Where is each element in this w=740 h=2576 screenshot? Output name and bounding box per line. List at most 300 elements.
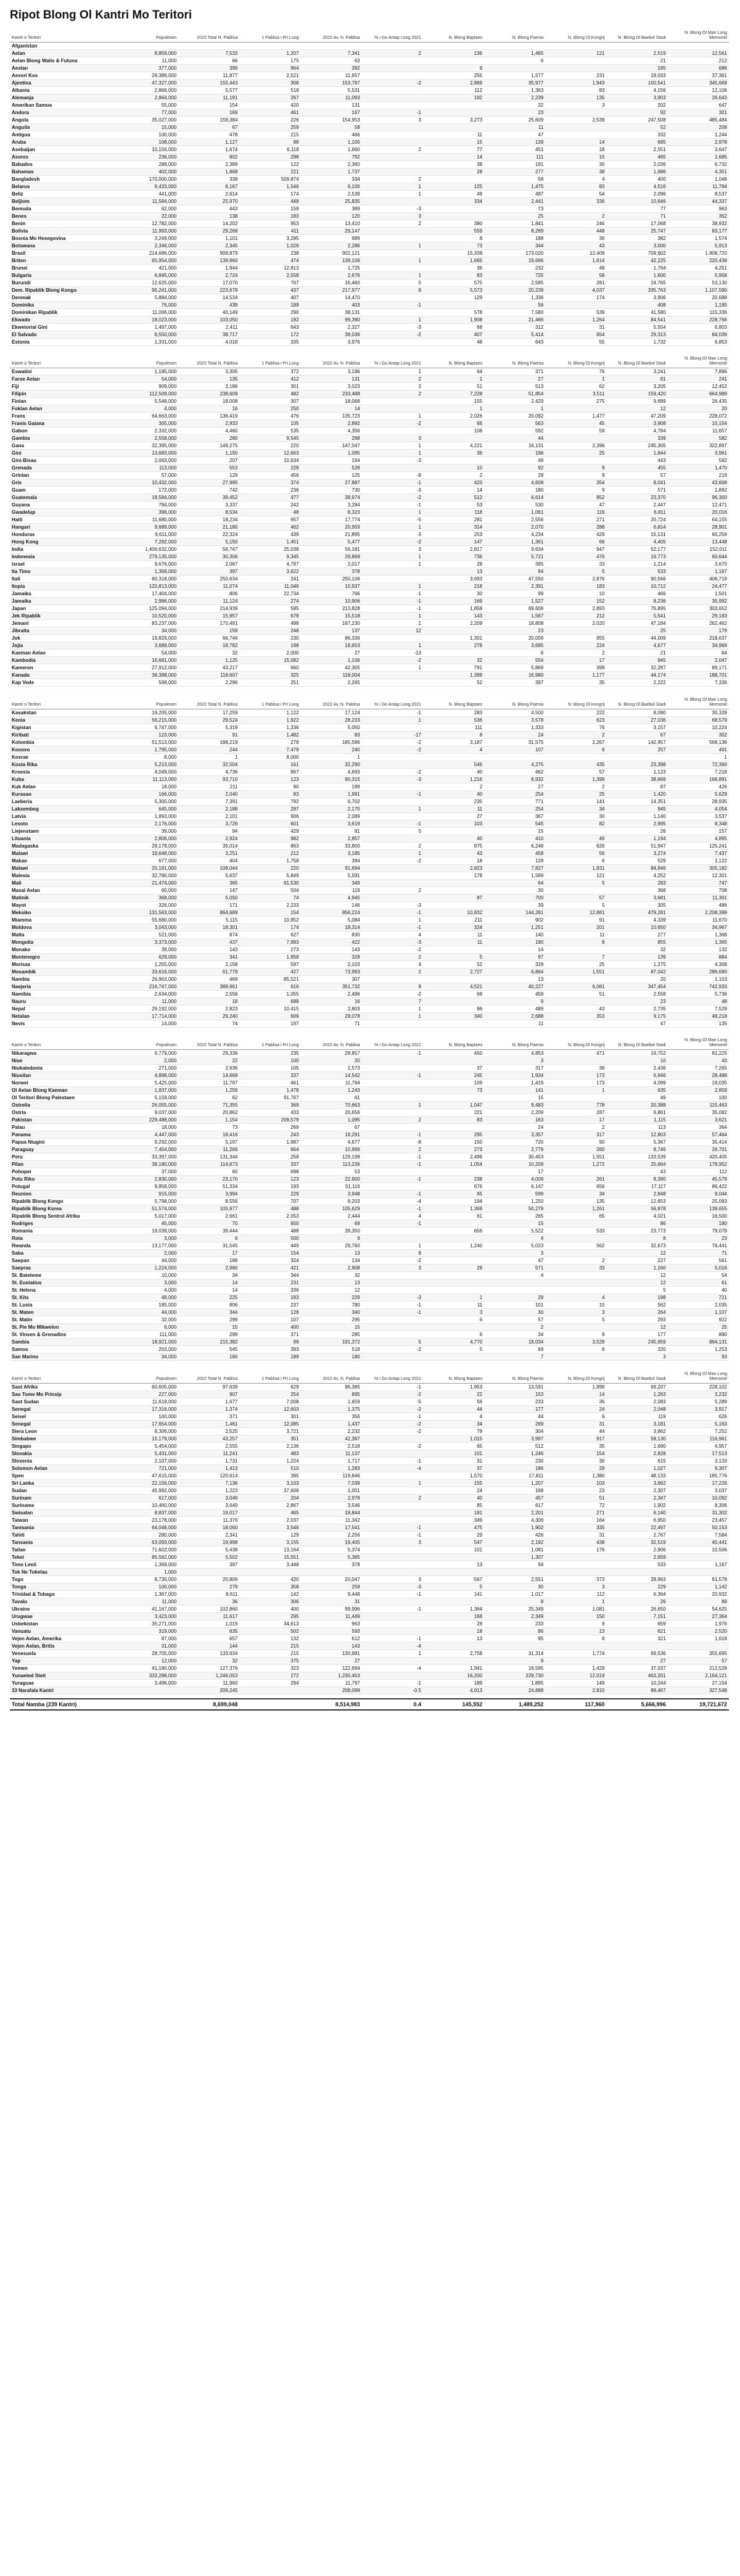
table-row bbox=[10, 894, 729, 901]
table-cell: 4,608 bbox=[484, 479, 545, 487]
table-cell: -3 bbox=[362, 323, 423, 331]
table-cell: 327,548 bbox=[668, 1686, 729, 1694]
table-cell: 18,584,000 bbox=[117, 494, 178, 502]
table-row bbox=[10, 464, 729, 472]
table-cell: 211 bbox=[178, 783, 239, 790]
country-name: Taiwan bbox=[10, 1516, 117, 1524]
table-cell: 12,803 bbox=[607, 1131, 668, 1139]
table-cell: 1,167 bbox=[668, 1561, 729, 1568]
country-name: Kasakstan bbox=[10, 709, 117, 716]
table-cell: 18 bbox=[545, 146, 606, 153]
table-cell: 79 bbox=[423, 1427, 484, 1435]
table-cell: 5,477 bbox=[301, 539, 362, 546]
table-cell bbox=[545, 457, 606, 464]
table-row bbox=[10, 1080, 729, 1087]
table-cell: 149 bbox=[545, 1679, 606, 1686]
country-name: Finlan bbox=[10, 398, 117, 405]
table-cell: 3 bbox=[362, 1265, 423, 1272]
country-name: Mayot bbox=[10, 901, 117, 909]
country-name: Bemuda bbox=[10, 205, 117, 212]
table-cell: 483 bbox=[239, 1450, 300, 1457]
table-cell: 47 bbox=[484, 131, 545, 138]
country-name: Venesuela bbox=[10, 1649, 117, 1657]
table-row bbox=[10, 724, 729, 731]
table-cell bbox=[423, 753, 484, 761]
table-cell: 189 bbox=[239, 1353, 300, 1361]
table-cell: 22 bbox=[423, 1390, 484, 1398]
table-cell: 245,959 bbox=[607, 1339, 668, 1346]
table-cell: 153,787 bbox=[301, 79, 362, 86]
table-cell: 25,093 bbox=[668, 1198, 729, 1205]
table-row bbox=[10, 442, 729, 450]
table-cell: 25,970 bbox=[178, 197, 239, 205]
table-row bbox=[10, 657, 729, 664]
table-cell bbox=[545, 1250, 606, 1257]
country-name: Pilan bbox=[10, 1161, 117, 1168]
table-row bbox=[10, 598, 729, 605]
table-cell bbox=[545, 1353, 606, 1361]
table-cell bbox=[545, 1324, 606, 1331]
table-cell: 61 bbox=[301, 1094, 362, 1102]
country-name: Niukaledonia bbox=[10, 1065, 117, 1072]
country-name: Gambia bbox=[10, 435, 117, 442]
table-cell: 3,647 bbox=[668, 146, 729, 153]
table-cell: 6,702 bbox=[301, 798, 362, 805]
table-cell: 177 bbox=[607, 1331, 668, 1339]
table-cell: 135 bbox=[545, 94, 606, 101]
table-cell: 229 bbox=[239, 1191, 300, 1198]
table-cell: 30 bbox=[484, 1309, 545, 1316]
table-cell: 378 bbox=[301, 568, 362, 576]
table-cell: 335 bbox=[545, 1524, 606, 1531]
report-section bbox=[10, 23, 730, 346]
table-cell: 8,323 bbox=[301, 509, 362, 516]
table-cell: 353 bbox=[545, 1012, 606, 1020]
table-cell: 1 bbox=[545, 1087, 606, 1094]
country-name: Samoa bbox=[10, 1346, 117, 1353]
table-cell: 150 bbox=[545, 1612, 606, 1620]
table-cell: 28 bbox=[423, 168, 484, 175]
table-cell: 30 bbox=[484, 886, 545, 894]
table-cell: 510 bbox=[239, 1464, 300, 1472]
table-cell: 19,035 bbox=[668, 1080, 729, 1087]
table-cell: 20,092 bbox=[484, 413, 545, 420]
table-cell bbox=[362, 72, 423, 79]
table-cell: 1,253 bbox=[668, 1346, 729, 1353]
table-cell bbox=[362, 1057, 423, 1065]
table-cell: -1 bbox=[362, 301, 423, 308]
table-cell: 44,337 bbox=[668, 197, 729, 205]
table-cell: 19,696 bbox=[484, 257, 545, 264]
table-cell: 368 bbox=[607, 886, 668, 894]
table-cell: 22,734 bbox=[239, 590, 300, 598]
table-cell: 1,223 bbox=[178, 1487, 239, 1494]
table-cell: 11,093 bbox=[301, 94, 362, 101]
table-cell: 51,116 bbox=[301, 1183, 362, 1191]
table-row bbox=[10, 1176, 729, 1183]
country-name: Tanisania bbox=[10, 1524, 117, 1531]
table-cell: 1,048 bbox=[668, 175, 729, 183]
table-cell: 143 bbox=[301, 946, 362, 953]
table-cell: 26,435 bbox=[668, 398, 729, 405]
table-cell bbox=[423, 1220, 484, 1228]
table-cell: 3 bbox=[545, 101, 606, 109]
table-cell bbox=[362, 724, 423, 731]
table-cell: 2,823 bbox=[178, 1005, 239, 1012]
table-cell: 1,264 bbox=[545, 316, 606, 323]
table-cell bbox=[362, 42, 423, 49]
table-cell: 767 bbox=[239, 279, 300, 286]
column-header: N. Blong Ol Kongrij bbox=[545, 23, 606, 42]
table-cell: 45 bbox=[545, 420, 606, 427]
table-cell: 856,224 bbox=[301, 909, 362, 916]
country-name: Hong Kong bbox=[10, 539, 117, 546]
table-cell: 721 bbox=[668, 1294, 729, 1302]
table-cell: 4,000 bbox=[117, 1287, 178, 1294]
table-cell: 562 bbox=[545, 1242, 606, 1250]
table-cell: 238 bbox=[239, 249, 300, 257]
table-cell bbox=[362, 138, 423, 146]
table-cell: 29,313 bbox=[607, 331, 668, 338]
table-cell: 125,241 bbox=[668, 842, 729, 849]
table-cell: 7,827 bbox=[484, 864, 545, 872]
table-cell: 81,225 bbox=[668, 1050, 729, 1057]
total-cell: 0.4 bbox=[362, 1699, 423, 1710]
table-row bbox=[10, 1524, 729, 1531]
table-cell: 400 bbox=[239, 1324, 300, 1331]
table-cell: 14,470 bbox=[301, 294, 362, 301]
column-header: N. Blong Baptaes bbox=[423, 690, 484, 709]
table-cell: 1 bbox=[423, 376, 484, 383]
table-row bbox=[10, 1235, 729, 1242]
table-cell: 4,275 bbox=[484, 761, 545, 768]
column-header: 2022 Total N. Pablisa bbox=[178, 350, 239, 368]
table-row bbox=[10, 338, 729, 345]
country-name: Beljiom bbox=[10, 197, 117, 205]
table-row bbox=[10, 1353, 729, 1361]
table-cell: 16 bbox=[301, 997, 362, 1005]
table-cell: 2,170 bbox=[301, 805, 362, 812]
country-name: Guam bbox=[10, 487, 117, 494]
country-name: 33 Narafala Kantri bbox=[10, 1686, 117, 1694]
country-name: Fiji bbox=[10, 383, 117, 390]
table-cell: 20,806 bbox=[178, 1575, 239, 1583]
table-cell: 8 bbox=[545, 1331, 606, 1339]
table-cell: 32,780,000 bbox=[117, 872, 178, 879]
table-cell: 33,800 bbox=[301, 842, 362, 849]
table-cell: 676 bbox=[423, 1183, 484, 1191]
table-cell: 489 bbox=[484, 1005, 545, 1012]
table-cell: 90 bbox=[545, 1139, 606, 1146]
table-cell: 3,285 bbox=[239, 234, 300, 242]
table-cell bbox=[545, 1235, 606, 1242]
table-cell: 457 bbox=[484, 1494, 545, 1501]
table-cell: 2,556 bbox=[484, 516, 545, 524]
table-cell: 85,521 bbox=[239, 975, 300, 983]
table-cell: 48 bbox=[545, 264, 606, 271]
table-cell: 29,147 bbox=[301, 227, 362, 234]
country-name: Kuba bbox=[10, 775, 117, 783]
table-row bbox=[10, 879, 729, 886]
table-cell bbox=[362, 864, 423, 872]
table-cell: 17 bbox=[545, 1117, 606, 1124]
table-cell: 278 bbox=[239, 738, 300, 746]
table-row bbox=[10, 1020, 729, 1027]
table-cell: -1 bbox=[362, 1413, 423, 1420]
table-cell: 8,000 bbox=[239, 753, 300, 761]
table-cell: 16,500 bbox=[668, 1213, 729, 1220]
table-cell: 486 bbox=[668, 901, 729, 909]
table-cell: 2,558,000 bbox=[117, 435, 178, 442]
table-cell: 149,275 bbox=[178, 442, 239, 450]
table-cell: 36 bbox=[545, 234, 606, 242]
table-cell: -2 bbox=[362, 1390, 423, 1398]
table-cell: 131,563,000 bbox=[117, 909, 178, 916]
country-name: Jojia bbox=[10, 642, 117, 650]
table-cell: 65 bbox=[423, 1442, 484, 1450]
table-cell: 2,688 bbox=[484, 1012, 545, 1020]
table-cell: 1,420 bbox=[607, 790, 668, 798]
table-cell: 2,676 bbox=[301, 271, 362, 279]
table-cell: 7,252 bbox=[668, 1427, 729, 1435]
table-cell: 742,933 bbox=[668, 983, 729, 990]
table-cell: -3 bbox=[362, 205, 423, 212]
table-cell: 1,081 bbox=[545, 1605, 606, 1612]
table-cell: 278 bbox=[423, 642, 484, 650]
table-cell: 15,551 bbox=[239, 1553, 300, 1561]
table-cell: 1,107,590 bbox=[668, 286, 729, 294]
table-cell: 1 bbox=[423, 405, 484, 413]
table-row bbox=[10, 1242, 729, 1250]
table-cell: 2,661 bbox=[178, 1213, 239, 1220]
table-cell: -5 bbox=[362, 516, 423, 524]
table-cell: 56 bbox=[484, 301, 545, 308]
table-row bbox=[10, 590, 729, 598]
country-name: Montenegro bbox=[10, 953, 117, 960]
table-cell: 13 bbox=[423, 1561, 484, 1568]
table-cell: 3,689,000 bbox=[117, 642, 178, 650]
table-cell: 38,717 bbox=[178, 331, 239, 338]
table-cell: 61 bbox=[668, 1279, 729, 1287]
table-cell: 243 bbox=[239, 1131, 300, 1139]
table-cell: 180 bbox=[484, 487, 545, 494]
table-cell: 220 bbox=[239, 864, 300, 872]
table-cell: 138 bbox=[178, 212, 239, 220]
table-cell: 238,609 bbox=[178, 390, 239, 398]
table-cell: 3 bbox=[362, 435, 423, 442]
table-cell: 1,123 bbox=[607, 768, 668, 775]
table-row bbox=[10, 539, 729, 546]
table-cell: 1 bbox=[301, 753, 362, 761]
column-header: N. Blong Paenia bbox=[484, 1364, 545, 1383]
table-cell: 1,902 bbox=[607, 1501, 668, 1509]
table-cell: 7,479 bbox=[239, 746, 300, 753]
table-cell: 142,957 bbox=[607, 738, 668, 746]
table-cell: 374 bbox=[239, 479, 300, 487]
table-cell: 2,558 bbox=[607, 990, 668, 997]
table-cell: 643 bbox=[239, 323, 300, 331]
table-cell: 500 bbox=[239, 1235, 300, 1242]
table-cell: 274 bbox=[239, 598, 300, 605]
table-cell bbox=[362, 160, 423, 168]
table-cell: 545 bbox=[178, 1346, 239, 1353]
table-cell: 39,452 bbox=[178, 494, 239, 502]
table-cell: 355,695 bbox=[668, 1649, 729, 1657]
table-cell: 902 bbox=[484, 916, 545, 923]
table-cell: 283 bbox=[607, 879, 668, 886]
table-cell: 915,000 bbox=[117, 1191, 178, 1198]
table-cell: 945 bbox=[607, 805, 668, 812]
table-cell: 427 bbox=[239, 968, 300, 975]
table-cell: 5,017,000 bbox=[117, 1213, 178, 1220]
country-name: Malawi bbox=[10, 864, 117, 872]
table-cell: -4 bbox=[362, 1198, 423, 1205]
table-cell: 25,038 bbox=[239, 546, 300, 553]
table-cell: 100,000 bbox=[117, 1413, 178, 1420]
table-cell: 365 bbox=[178, 879, 239, 886]
table-cell: 19,829,000 bbox=[117, 635, 178, 642]
table-cell: 235 bbox=[239, 1050, 300, 1057]
table-cell: 10,906 bbox=[301, 598, 362, 605]
table-cell: 1,868 bbox=[178, 168, 239, 175]
table-cell: 2,499 bbox=[423, 1154, 484, 1161]
table-cell: 100 bbox=[239, 1057, 300, 1065]
country-name: Albania bbox=[10, 86, 117, 94]
country-name: Bulgaria bbox=[10, 271, 117, 279]
table-cell: 2,857 bbox=[301, 835, 362, 842]
country-name: Japan bbox=[10, 605, 117, 613]
table-cell: 2,830,000 bbox=[117, 1176, 178, 1183]
table-cell: 593 bbox=[301, 1627, 362, 1635]
table-row bbox=[10, 1405, 729, 1413]
table-cell: 1 bbox=[362, 450, 423, 457]
table-cell bbox=[423, 109, 484, 116]
table-cell: 189 bbox=[423, 1679, 484, 1686]
table-cell: 2,083 bbox=[607, 1398, 668, 1405]
table-cell bbox=[362, 86, 423, 94]
table-cell: 443 bbox=[607, 457, 668, 464]
table-cell: 462 bbox=[239, 524, 300, 531]
table-row bbox=[10, 968, 729, 975]
table-cell: 895 bbox=[301, 1390, 362, 1398]
table-cell: 304 bbox=[484, 1427, 545, 1435]
table-cell: 23,178,000 bbox=[117, 1516, 178, 1524]
table-cell: 17 bbox=[484, 1168, 545, 1176]
table-cell: 1,551 bbox=[545, 968, 606, 975]
table-cell: 248 bbox=[239, 627, 300, 635]
table-cell: 6,732 bbox=[668, 160, 729, 168]
table-cell: 7,533 bbox=[178, 49, 239, 57]
table-cell: 168 bbox=[484, 1487, 545, 1494]
table-cell: 4 bbox=[484, 1272, 545, 1279]
country-name: Makao bbox=[10, 857, 117, 864]
table-cell: 9,611 bbox=[178, 1590, 239, 1598]
table-cell: 13 bbox=[423, 568, 484, 576]
table-cell: 345,669 bbox=[668, 79, 729, 86]
table-cell: -1 bbox=[362, 598, 423, 605]
table-cell: 192 bbox=[423, 94, 484, 101]
table-cell: 73 bbox=[423, 242, 484, 249]
table-cell: 2,758 bbox=[423, 1649, 484, 1657]
table-cell: 52 bbox=[607, 123, 668, 131]
country-name: Lituania bbox=[10, 835, 117, 842]
table-cell: 146 bbox=[301, 901, 362, 909]
table-cell: 193 bbox=[239, 1183, 300, 1191]
table-cell: 34 bbox=[484, 1331, 545, 1339]
table-cell: 7,265 bbox=[668, 1065, 729, 1072]
table-cell: 2,539 bbox=[301, 190, 362, 197]
table-cell: 8,932 bbox=[484, 775, 545, 783]
table-cell: 295 bbox=[239, 1612, 300, 1620]
table-cell: 115,463 bbox=[668, 1102, 729, 1109]
country-name: Kameron bbox=[10, 664, 117, 672]
table-cell: 230 bbox=[239, 635, 300, 642]
table-cell: 9,175 bbox=[607, 1012, 668, 1020]
table-cell: 21 bbox=[607, 650, 668, 657]
table-cell: 155,443 bbox=[178, 79, 239, 86]
country-table bbox=[10, 1031, 729, 1361]
table-cell: 24,477 bbox=[668, 583, 729, 590]
table-cell: 271 bbox=[545, 1509, 606, 1516]
table-cell: 1,413 bbox=[178, 1464, 239, 1472]
table-cell: 1,953 bbox=[423, 1383, 484, 1390]
table-row bbox=[10, 1672, 729, 1679]
table-cell bbox=[362, 1272, 423, 1279]
table-cell bbox=[362, 568, 423, 576]
table-cell: 461 bbox=[239, 1080, 300, 1087]
table-cell: 344 bbox=[239, 1272, 300, 1279]
table-cell: 25 bbox=[668, 1324, 729, 1331]
table-cell: 2,767 bbox=[607, 1531, 668, 1538]
table-cell: 13,177,000 bbox=[117, 1242, 178, 1250]
table-cell: 8,000 bbox=[117, 753, 178, 761]
table-row bbox=[10, 620, 729, 627]
table-cell: 20 bbox=[301, 1057, 362, 1065]
table-cell: 129,198 bbox=[301, 1154, 362, 1161]
table-cell: 10,634 bbox=[239, 457, 300, 464]
table-cell: 1,764 bbox=[607, 264, 668, 271]
table-cell: 3,373,000 bbox=[117, 938, 178, 946]
table-cell: 29,183 bbox=[668, 613, 729, 620]
country-name: Jok bbox=[10, 635, 117, 642]
table-cell: 1 bbox=[545, 1598, 606, 1605]
table-cell: -1 bbox=[362, 1531, 423, 1538]
table-cell: 6,845,000 bbox=[117, 271, 178, 279]
country-name: Botswana bbox=[10, 242, 117, 249]
table-cell: 1,214 bbox=[607, 561, 668, 568]
table-cell: 45,992,000 bbox=[117, 1487, 178, 1494]
country-name: Netalan bbox=[10, 1012, 117, 1020]
table-cell: 5,431,000 bbox=[117, 1450, 178, 1457]
table-cell: 6 bbox=[484, 650, 545, 657]
table-cell: 61,530 bbox=[239, 879, 300, 886]
table-cell: 12 bbox=[607, 405, 668, 413]
table-cell: 39,350 bbox=[301, 1228, 362, 1235]
table-cell: -3 bbox=[362, 901, 423, 909]
table-cell: 7,437 bbox=[668, 849, 729, 857]
table-cell: 94 bbox=[178, 827, 239, 835]
table-cell: 8,306 bbox=[668, 1501, 729, 1509]
table-cell: 10,156,000 bbox=[117, 146, 178, 153]
table-cell: 451 bbox=[484, 146, 545, 153]
table-cell: 12 bbox=[607, 1324, 668, 1331]
table-cell: 3,000 bbox=[117, 1279, 178, 1287]
table-cell: 466 bbox=[301, 131, 362, 138]
table-cell: 76 bbox=[545, 724, 606, 731]
table-cell: 44 bbox=[484, 435, 545, 442]
table-cell: 2,859 bbox=[668, 1087, 729, 1094]
table-cell: 592 bbox=[668, 457, 729, 464]
